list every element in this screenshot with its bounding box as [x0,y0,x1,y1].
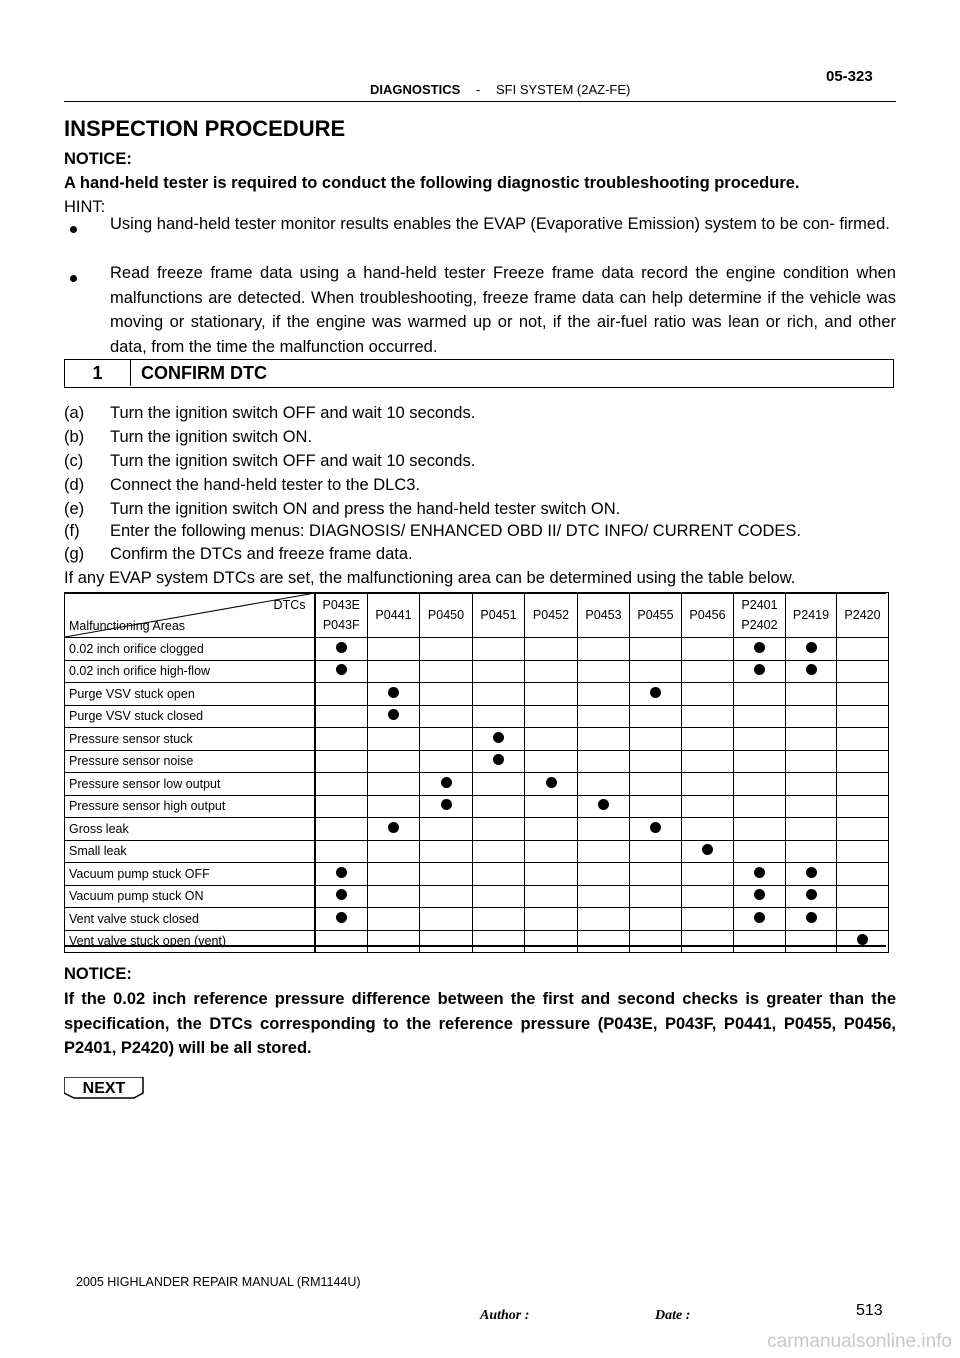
notice-label: NOTICE: [64,150,132,168]
dtc-cell [682,795,734,818]
dtc-code: P2419 [792,608,830,622]
dtc-code: P0455 [637,608,674,622]
table-row [65,840,889,863]
dtc-cell [786,705,837,728]
table-row [65,795,889,818]
dtc-cell [473,705,525,728]
substep-label: (c) [64,452,84,470]
dtc-cell [368,930,420,953]
dtc-cell [420,660,473,683]
bullet-icon [70,275,77,282]
dtc-cell [837,885,889,908]
table-row [65,930,889,953]
table-row [65,885,889,908]
dtc-cell [682,773,734,796]
dtc-cell [368,638,420,661]
dtc-cell [368,773,420,796]
dtc-cell [368,863,420,886]
dtc-cell [420,795,473,818]
dtc-column-header [786,593,837,638]
dtc-cell [786,683,837,706]
dtc-cell [786,795,837,818]
hint-bullet: Read freeze frame data using a hand-held tester Freeze frame data record the engine condition when malfunctions are detected. When troubleshooting, freeze frame data can help determine if the vehicle was moving or stationary, if the engine was warmed up or not, if the air-fuel ratio was lean or rich, and other data, from the time the malfunction occurred. [110,264,896,356]
dtc-cell [734,795,786,818]
dtc-code: P0451 [480,608,517,622]
dtc-cell [578,818,630,841]
dtc-column-header [368,593,420,638]
applicable-dot-icon [336,912,347,923]
table-corner [65,593,315,638]
next-button[interactable] [64,1077,144,1099]
dtc-cell [473,728,525,751]
substep-label: (f) [64,522,80,540]
header-separator: - [476,82,481,97]
page-code: 05-323 [826,68,873,85]
substep-label: (a) [64,404,85,422]
dtc-cell [525,795,578,818]
applicable-dot-icon [441,777,452,788]
author-label: Author : [480,1308,530,1323]
dtc-column-header [734,593,786,638]
dtc-cell [578,638,630,661]
dtc-cell [315,773,368,796]
dtc-cell [630,705,682,728]
dtc-cell [734,885,786,908]
page-number: 513 [856,1302,883,1319]
dtc-cell [630,728,682,751]
table-row [65,863,889,886]
applicable-dot-icon [388,822,399,833]
dtc-cell [473,660,525,683]
malfunction-area: Pressure sensor low output [65,773,315,796]
dtc-cell [315,728,368,751]
dtc-cell [525,818,578,841]
applicable-dot-icon [857,934,868,945]
dtc-cell [630,840,682,863]
substep-label: (b) [64,428,85,446]
dtc-cell [578,863,630,886]
notice-text: A hand-held tester is required to conduct the following diagnostic troubleshooting procedure. [64,174,800,192]
dtc-cell [473,683,525,706]
malfunction-area: Purge VSV stuck closed [65,705,315,728]
dtc-cell [786,930,837,953]
dtc-cell [734,728,786,751]
dtc-cell [734,930,786,953]
dtc-column-header [578,593,630,638]
dtc-cell [786,638,837,661]
malfunction-area: Vent valve stuck closed [65,908,315,931]
dtc-cell [315,683,368,706]
malfunction-area: Purge VSV stuck open [65,683,315,706]
dtc-cell [837,705,889,728]
dtc-cell [734,638,786,661]
header-rule [64,101,896,102]
dtc-cell [473,750,525,773]
dtc-cell [473,773,525,796]
malfunction-area: Pressure sensor high output [65,795,315,818]
applicable-dot-icon [806,642,817,653]
dtc-cell [630,863,682,886]
dtc-cell [682,863,734,886]
dtc-cell [837,750,889,773]
applicable-dot-icon [388,709,399,720]
dtc-cell [368,705,420,728]
step-number: 1 [65,360,131,386]
table-row [65,660,889,683]
dtc-cell [315,795,368,818]
dtc-cell [734,840,786,863]
applicable-dot-icon [598,799,609,810]
applicable-dot-icon [336,664,347,675]
malfunction-area: Vacuum pump stuck OFF [65,863,315,886]
applicable-dot-icon [546,777,557,788]
bullet-icon [70,226,77,233]
dtc-cell [315,863,368,886]
dtc-code: P0441 [375,608,412,622]
dtc-cell [837,773,889,796]
dtc-cell [682,885,734,908]
dtc-cell [525,660,578,683]
notice-label: NOTICE: [64,965,132,983]
watermark: carmanualsonline.info [767,1331,952,1352]
applicable-dot-icon [493,732,504,743]
dtc-cell [368,885,420,908]
dtc-column-header [473,593,525,638]
dtc-cell [786,660,837,683]
malfunction-area: 0.02 inch orifice high-flow [65,660,315,683]
dtc-cell [368,840,420,863]
substep-text: Connect the hand-held tester to the DLC3. [110,476,421,494]
dtc-cell [315,818,368,841]
dtc-cell [734,863,786,886]
dtc-cell [420,908,473,931]
dtc-cell [682,683,734,706]
header-section: DIAGNOSTICS [370,82,461,97]
dtc-cell [473,795,525,818]
manual-footer: 2005 HIGHLANDER REPAIR MANUAL (RM1144U) [76,1275,361,1289]
dtc-cell [315,930,368,953]
dtc-cell [734,705,786,728]
applicable-dot-icon [806,912,817,923]
dtc-cell [473,818,525,841]
dtc-cell [630,773,682,796]
dtc-cell [420,818,473,841]
next-label: NEXT [82,1080,126,1097]
dtc-cell [578,908,630,931]
substep-label: (d) [64,476,85,494]
dtc-column-header [630,593,682,638]
dtc-cell [734,908,786,931]
dtc-cell [682,728,734,751]
dtc-cell [315,885,368,908]
table-intro: If any EVAP system DTCs are set, the malfunctioning area can be determined using the table below. [64,569,796,587]
applicable-dot-icon [650,822,661,833]
dtc-code: P0450 [427,608,465,622]
applicable-dot-icon [806,889,817,900]
dtc-cell [578,728,630,751]
dtc-cell [315,638,368,661]
malfunction-area: 0.02 inch orifice clogged [65,638,315,661]
hint-label: HINT: [64,198,106,216]
applicable-dot-icon [754,889,765,900]
dtc-cell [734,773,786,796]
dtc-cell [525,773,578,796]
dtc-cell [315,705,368,728]
dtc-cell [786,750,837,773]
table-row [65,908,889,931]
dtc-cell [473,840,525,863]
page-title: INSPECTION PROCEDURE [64,116,346,141]
dtc-cell [420,683,473,706]
dtc-cell [525,683,578,706]
applicable-dot-icon [754,642,765,653]
table-row [65,773,889,796]
applicable-dot-icon [650,687,661,698]
dtc-cell [578,795,630,818]
dtc-cell [525,705,578,728]
dtc-column-header [525,593,578,638]
substep-label: (g) [64,545,85,563]
dtc-cell [682,638,734,661]
dtc-cell [734,818,786,841]
malfunction-area: Pressure sensor noise [65,750,315,773]
dtc-cell [578,773,630,796]
dtc-cell [525,750,578,773]
dtc-code: P0456 [689,608,726,622]
dtc-cell [786,818,837,841]
table-row [65,705,889,728]
substep-text: Turn the ignition switch OFF and wait 10 seconds. [110,452,476,470]
applicable-dot-icon [441,799,452,810]
step-title: CONFIRM DTC [141,363,267,383]
dtc-cell [786,773,837,796]
dtc-cell [525,840,578,863]
dtc-cell [578,683,630,706]
dtc-cell [368,795,420,818]
dtc-cell [525,638,578,661]
table-row [65,750,889,773]
dtc-cell [786,728,837,751]
date-label: Date : [655,1308,691,1323]
dtc-cell [630,795,682,818]
dtc-cell [837,863,889,886]
dtc-code: P2402 [741,618,778,632]
dtc-cell [578,660,630,683]
dtc-cell [734,683,786,706]
dtc-cell [630,638,682,661]
dtc-cell [682,660,734,683]
applicable-dot-icon [806,867,817,878]
dtc-cell [473,638,525,661]
dtc-cell [837,683,889,706]
applicable-dot-icon [336,642,347,653]
substep-text: Confirm the DTCs and freeze frame data. [110,545,413,563]
dtc-cell [786,908,837,931]
dtc-cell [525,863,578,886]
dtc-cell [525,728,578,751]
substep-label: (e) [64,500,85,518]
dtc-cell [837,728,889,751]
applicable-dot-icon [754,912,765,923]
dtc-column-header [420,593,473,638]
malfunction-area: Small leak [65,840,315,863]
dtc-cell [525,930,578,953]
table-row [65,728,889,751]
dtc-cell [630,818,682,841]
header-subsection: SFI SYSTEM (2AZ-FE) [496,82,631,97]
dtc-cell [786,863,837,886]
dtc-cell [630,930,682,953]
dtc-cell [837,818,889,841]
dtc-cell [420,863,473,886]
dtc-cell [578,930,630,953]
dtc-cell [578,750,630,773]
dtc-cell [420,705,473,728]
corner-dtcs-label: DTCs [273,598,306,612]
step-header [64,359,894,388]
dtc-cell [682,705,734,728]
dtc-code: P0452 [532,608,570,622]
dtc-cell [682,818,734,841]
dtc-cell [837,908,889,931]
dtc-cell [525,885,578,908]
dtc-code: P2420 [844,608,881,622]
applicable-dot-icon [754,867,765,878]
dtc-cell [682,930,734,953]
applicable-dot-icon [336,867,347,878]
dtc-table [64,592,889,953]
applicable-dot-icon [702,844,713,855]
dtc-cell [578,705,630,728]
dtc-cell [420,930,473,953]
substep-text: Turn the ignition switch ON and press the hand-held tester switch ON. [110,500,621,518]
dtc-cell [630,750,682,773]
dtc-cell [734,750,786,773]
dtc-cell [837,660,889,683]
dtc-cell [630,683,682,706]
dtc-column-header [682,593,734,638]
dtc-cell [420,885,473,908]
dtc-code: P2401 [741,598,778,612]
dtc-cell [473,930,525,953]
applicable-dot-icon [336,889,347,900]
dtc-cell [368,728,420,751]
dtc-cell [630,908,682,931]
dtc-code: P043F [322,618,360,632]
notice-text: If the 0.02 inch reference pressure difference between the first and second checks is greater than the specification, the DTCs corresponding to the reference pressure (P043E, P043F, P0441, P0455, P0456, P2401, P2420) will be all stored. [64,990,896,1057]
applicable-dot-icon [806,664,817,675]
dtc-cell [315,908,368,931]
applicable-dot-icon [493,754,504,765]
dtc-column-header [837,593,889,638]
substep-text: Turn the ignition switch ON. [110,428,313,446]
dtc-cell [473,885,525,908]
dtc-cell [368,908,420,931]
dtc-cell [315,840,368,863]
dtc-cell [682,840,734,863]
dtc-cell [837,638,889,661]
malfunction-area: Vent valve stuck open (vent) [65,930,315,953]
malfunction-area: Gross leak [65,818,315,841]
malfunction-area: Pressure sensor stuck [65,728,315,751]
dtc-cell [473,908,525,931]
dtc-cell [734,660,786,683]
dtc-cell [368,660,420,683]
dtc-cell [786,885,837,908]
table-row [65,818,889,841]
dtc-cell [315,750,368,773]
malfunction-area: Vacuum pump stuck ON [65,885,315,908]
dtc-cell [525,908,578,931]
dtc-cell [630,660,682,683]
hint-bullet: Using hand-held tester monitor results enables the EVAP (Evaporative Emission) system to be con- firmed. [110,215,890,233]
applicable-dot-icon [754,664,765,675]
dtc-cell [682,750,734,773]
dtc-cell [682,908,734,931]
substep-text: Turn the ignition switch OFF and wait 10 seconds. [110,404,476,422]
dtc-cell [420,750,473,773]
dtc-code: P043E [322,598,361,612]
dtc-cell [368,750,420,773]
dtc-cell [368,683,420,706]
dtc-cell [578,885,630,908]
corner-areas-label: Malfunctioning Areas [69,619,186,633]
dtc-cell [837,930,889,953]
dtc-cell [630,885,682,908]
dtc-cell [578,840,630,863]
dtc-cell [420,638,473,661]
dtc-cell [837,840,889,863]
dtc-column-header [315,593,368,638]
table-row [65,638,889,661]
substep-text: Enter the following menus: DIAGNOSIS/ ENHANCED OBD II/ DTC INFO/ CURRENT CODES. [110,522,802,540]
dtc-cell [368,818,420,841]
dtc-cell [473,863,525,886]
table-row [65,683,889,706]
dtc-code: P0453 [585,608,622,622]
dtc-cell [837,795,889,818]
dtc-cell [420,840,473,863]
dtc-cell [315,660,368,683]
applicable-dot-icon [388,687,399,698]
dtc-cell [420,773,473,796]
dtc-cell [420,728,473,751]
dtc-cell [786,840,837,863]
